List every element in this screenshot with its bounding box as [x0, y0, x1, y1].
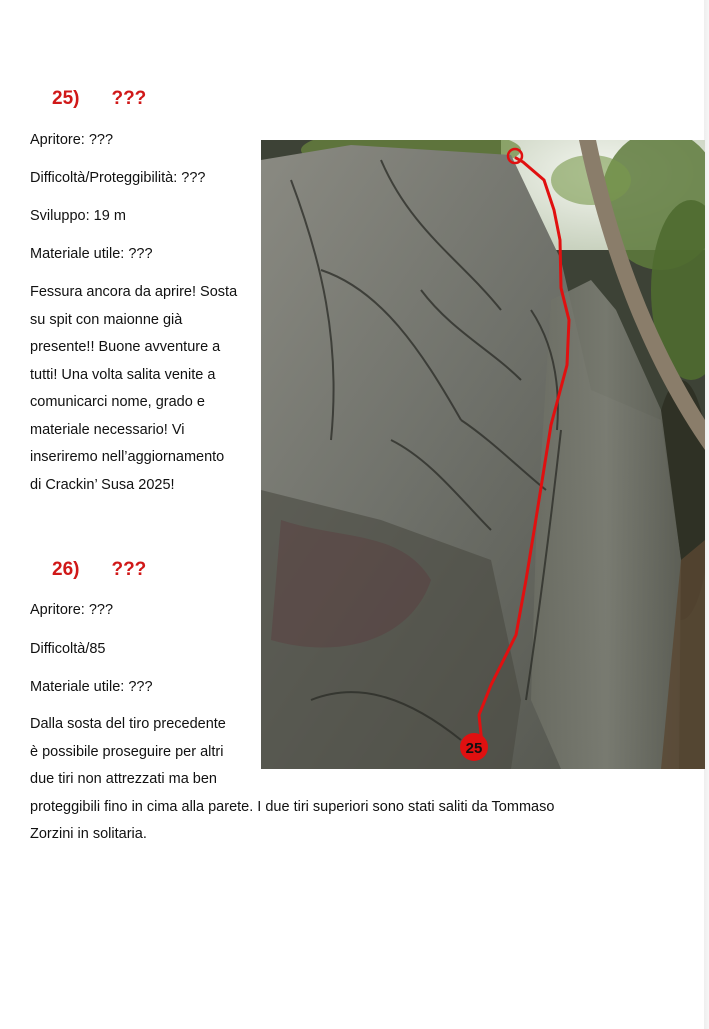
description-line: su spit con maionne già [30, 311, 183, 328]
description-line: è possibile proseguire per altri [30, 743, 224, 760]
rock-face-illustration [261, 140, 705, 769]
description-line: Fessura ancora da aprire! Sosta [30, 284, 238, 300]
route-26-name: ??? [111, 559, 147, 580]
route-25-name: ??? [111, 88, 147, 109]
description-line: materiale necessario! Vi [30, 421, 185, 438]
description-line: due tiri non attrezzati ma ben [30, 771, 217, 787]
route-25-length: Sviluppo: 19 m [30, 208, 126, 224]
route-number-label: 25 [465, 740, 483, 757]
route-26-heading [52, 559, 146, 581]
route-25-difficulty: Difficoltà/Proteggibilità: ??? [30, 170, 206, 186]
description-line: proteggibili fino in cima alla parete. I due tiri superiori sono stati saliti da Tommaso [30, 798, 555, 815]
route-26-difficulty: Difficoltà/85 [30, 641, 106, 657]
description-line: comunicarci nome, grado e [30, 394, 205, 410]
description-line: Dalla sosta del tiro precedente [30, 716, 226, 732]
route-25-heading [52, 88, 146, 110]
route-25-number: 25) [52, 88, 80, 109]
description-line: presente!! Buone avventure a [30, 339, 221, 355]
description-line: Zorzini in solitaria. [30, 826, 147, 842]
description-line: inseriremo nell’aggiornamento [30, 449, 225, 465]
route-26-number: 26) [52, 559, 80, 580]
route-26-opener: Apritore: ??? [30, 602, 114, 618]
route-25-description [30, 279, 237, 499]
route-25-gear: Materiale utile: ??? [30, 246, 153, 262]
route-26-gear: Materiale utile: ??? [30, 679, 153, 695]
description-line: di Crackin’ Susa 2025! [30, 476, 175, 493]
description-line: tutti! Una volta salita venite a [30, 366, 216, 383]
route-photo [261, 140, 705, 769]
route-25-opener: Apritore: ??? [30, 132, 114, 148]
